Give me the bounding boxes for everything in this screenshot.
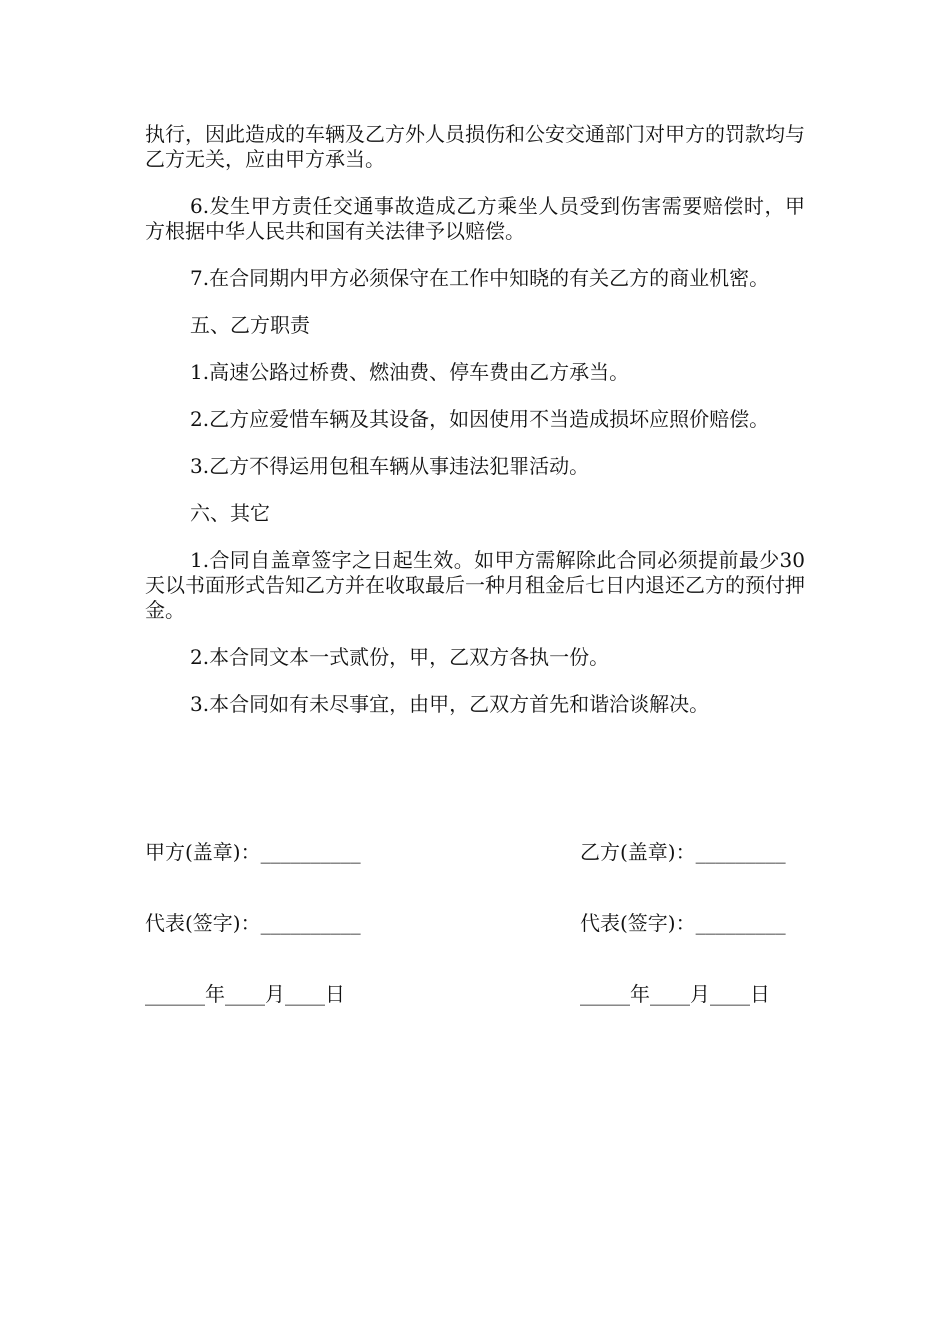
- party-b-seal-line: 乙方(盖章)：_________: [580, 840, 786, 864]
- clause-6-1: 1.合同自盖章签字之日起生效。如甲方需解除此合同必须提前最少30天以书面形式告知乙方并在收取最后一种月租金后七日内退还乙方的预付押金。: [145, 548, 805, 622]
- section-heading-5: 五、乙方职责: [190, 313, 310, 337]
- date-row: [145, 982, 805, 1012]
- clause-4-6: 6.发生甲方责任交通事故造成乙方乘坐人员受到伤害需要赔偿时，甲方根据中华人民共和国有关法律予以赔偿。: [145, 194, 805, 243]
- clause-5-2: 2.乙方应爱惜车辆及其设备，如因使用不当造成损坏应照价赔偿。: [190, 407, 770, 431]
- clause-4-7: 7.在合同期内甲方必须保守在工作中知晓的有关乙方的商业机密。: [190, 266, 770, 290]
- party-b-date-line: _____年____月____日: [580, 982, 770, 1006]
- party-a-representative-line: 代表(签字)：__________: [145, 911, 361, 935]
- clause-6-2: 2.本合同文本一式贰份，甲，乙双方各执一份。: [190, 645, 610, 669]
- party-a-date-line: ______年____月____日: [145, 982, 345, 1006]
- clause-5-1: 1.高速公路过桥费、燃油费、停车费由乙方承当。: [190, 360, 630, 384]
- paragraph-continuation: 执行，因此造成的车辆及乙方外人员损伤和公安交通部门对甲方的罚款均与乙方无关，应由甲方承当。: [145, 122, 805, 171]
- contract-body: [145, 122, 805, 739]
- clause-6-3: 3.本合同如有未尽事宜，由甲，乙双方首先和谐洽谈解决。: [190, 692, 710, 716]
- party-a-seal-line: 甲方(盖章)：__________: [145, 840, 361, 864]
- seal-row: [145, 840, 805, 887]
- representative-row: [145, 911, 805, 958]
- section-heading-6: 六、其它: [190, 501, 270, 525]
- clause-5-3: 3.乙方不得运用包租车辆从事违法犯罪活动。: [190, 454, 590, 478]
- party-b-representative-line: 代表(签字)：_________: [580, 911, 786, 935]
- signature-block: [145, 840, 805, 1036]
